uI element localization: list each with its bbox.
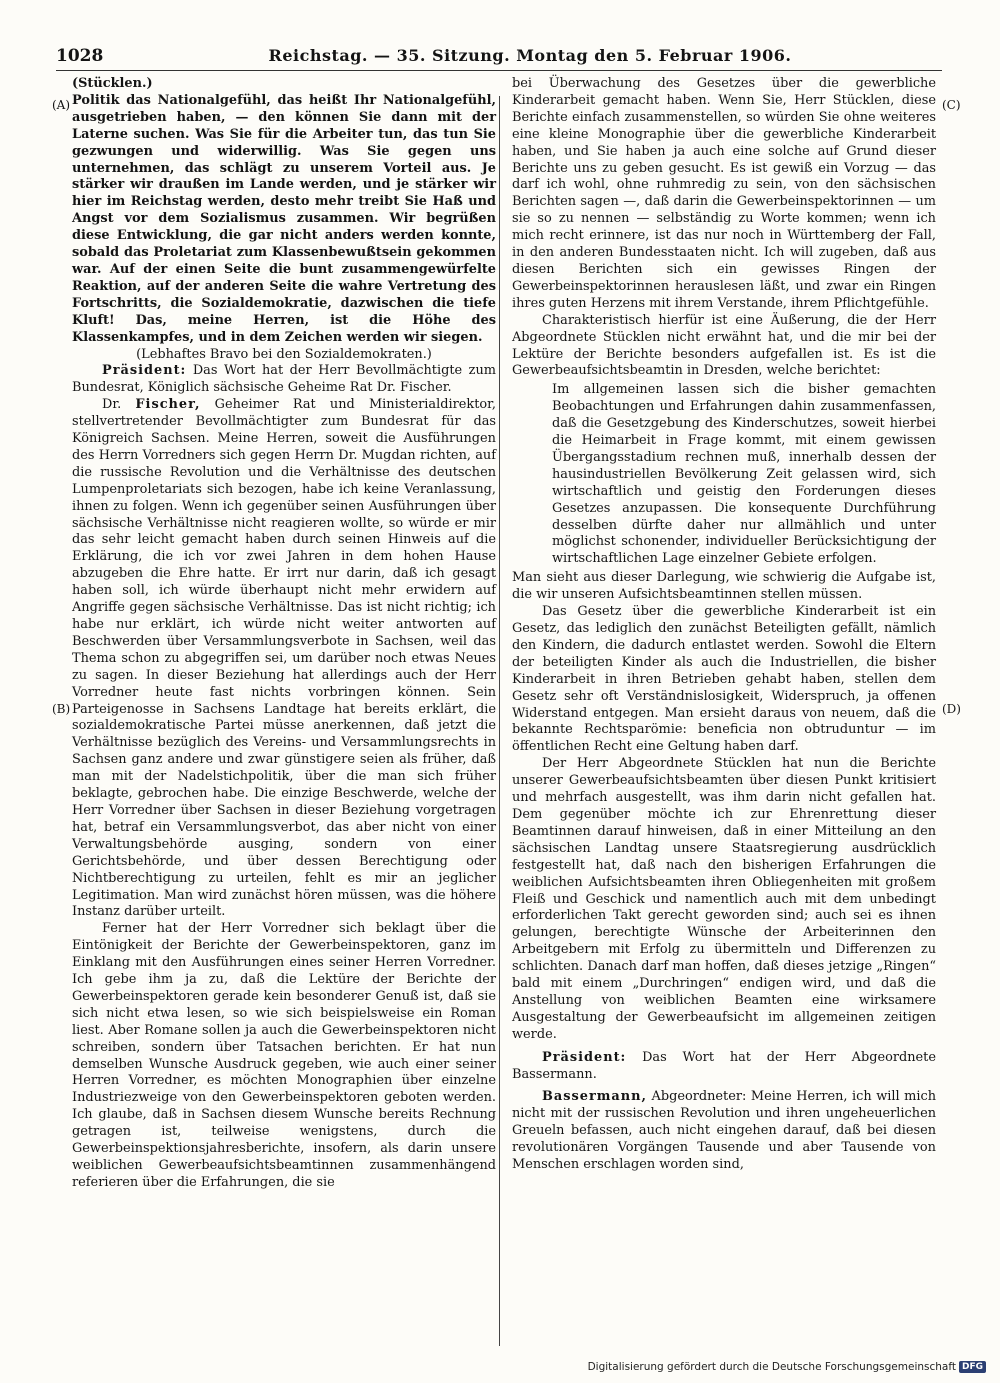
- margin-mark-b: (B): [52, 702, 71, 716]
- paragraph-text: Geheimer Rat und Ministerialdirektor, stellvertretender Bevollmächtigter zum Bundesrat für das Königreich Sachsen. Meine Herren, soweit die Ausführungen des Herrn Vorredners sich gegen Herrn Dr. Mugdan richten, auf die russische Revolution und die Verhältnisse des deutschen Lumpenproletariats sich bezogen, habe ich keine Veranlassung, ihnen zu folgen. Wenn ich gegenüber seinen Ausführungen über sächsische Verhältnisse nicht reagieren wollte, so würde er mir das sehr leicht gemacht haben durch seinen Hinweis auf die Erklärung, die ich vor zwei Jahren in dem hohen Hause abzugeben die Ehre hatte. Er irrt nur darin, daß ich gesagt haben soll, ich würde überhaupt nicht mehr erwidern auf Angriffe gegen sächsische Verhältnisse. Das ist nicht richtig; ich habe nur erklärt, ich würde nicht weiter antworten auf Beschwerden über Versammlungsverbote in Sachsen, weil das Thema schon zu abgegriffen sei, um darüber noch etwas Neues zu sagen. In dieser Beziehung hat allerdings auch der Herr Vorredner heute fast nichts vorbringen können. Sein Parteigenosse in Sachsens Landtage hat bereits erklärt, die sozialdemokratische Partei müsse anerkennen, daß jetzt die Verhältnisse bezüglich des Vereins- und Versammlungsrechts in Sachsen ganz andere und zwar günstigere seien als früher, daß man mit der Nadelstichpolitik, über die man sich früher beklagte, gebrochen habe. Die einzige Beschwerde, welche der Herr Vorredner über Sachsen in dieser Beziehung vorgetragen hat, betraf ein Versammlungsverbot, das aber nicht von einer Verwaltungsbehörde ausging, sondern von einer Gerichtsbehörde, und über dessen Berechtigung oder Nichtberechtigung zu urteilen, fehlt es mir an jeglicher Legitimation. Man wird zunächst hören müssen, was die höhere Instanz darüber urteilt.: [72, 397, 496, 920]
- paragraph-text: Abgeordneter: Meine Herren, ich will mich nicht mit der russischen Revolution und ihren ungeheuerlichen Greueln befassen, auch nicht eingehen darauf, daß bei diesen revolutionären Vorgängen Tausende und aber Tausende von Menschen erschlagen worden sind,: [512, 1089, 936, 1173]
- header-rule: [56, 70, 942, 71]
- paragraph: Man sieht aus dieser Darlegung, wie schwierig die Aufgabe ist, die wir unseren Aufsichtsbeamtinnen stellen müssen.: [512, 570, 936, 603]
- paragraph: Politik das Nationalgefühl, das heißt Ihr Nationalgefühl, ausgetrieben haben, — den können Sie dann mit der Laterne suchen. Was Sie für die Arbeiter tun, das tun Sie gezwungen und widerwillig. Was Sie gegen uns unternehmen, das schlägt zu unserem Vorteil aus. Je stärker wir draußen im Lande werden, und je stärker wir hier im Reichstag werden, desto mehr treibt Sie Haß und Angst vor dem Sozialismus zusammen. Wir begrüßen diese Entwicklung, die gar nicht anders werden konnte, sobald das Proletariat zum Klassenbewußtsein gekommen war. Auf der einen Seite die bunt zusammengewürfelte Reaktion, auf der anderen Seite die wahre Vertretung des Fortschritts, die Sozialdemokratie, dazwischen die tiefe Kluft! Das, meine Herren, ist die Höhe des Klassenkampfes, und in dem Zeichen werden wir siegen.: [72, 92, 496, 345]
- speaker-label: Präsident:: [102, 363, 187, 379]
- paragraph: bei Überwachung des Gesetzes über die gewerbliche Kinderarbeit gemacht haben. Wenn Sie, Herr Stücklen, diese Berichte einfach zusammenstellen, so würden Sie ohne weiteres eine kleine Monographie über die gewerbliche Kinderarbeit haben, und Sie haben ja auch eine solche auf Grund dieser Berichte uns zu geben gesucht. Es ist gewiß ein Vorzug — das darf ich wohl, ohne ruhmredig zu sein, von den sächsischen Berichten sagen —, daß darin die Gewerbeinspektorinnen — um sie so zu nennen — selbständig zu Worte kommen; wenn ich mich recht erinnere, ist das nur noch in Württemberg der Fall, in den anderen Bundesstaaten nicht. Ich will zugeben, daß aus diesen Berichten sich ein gewisses Ringen der Gewerbeinspektorinnen herauslesen läßt, und zwar ein Ringen ihres guten Herzens mit ihrem Verstande, ihrem Pflichtgefühle.: [512, 76, 936, 311]
- applause-note: (Lebhaftes Bravo bei den Sozialdemokraten.): [136, 346, 432, 362]
- margin-mark-c: (C): [942, 98, 961, 112]
- paragraph: [72, 397, 496, 921]
- paragraph: [512, 1050, 936, 1084]
- speaker-label: Präsident:: [542, 1049, 627, 1065]
- speaker-prefix: Dr.: [102, 397, 136, 413]
- paragraph-text: Das Wort hat der Herr Bevollmächtigte zum Bundesrat, Königlich sächsische Geheime Rat Dr. Fischer.: [72, 363, 496, 396]
- footer-credit: [588, 1361, 986, 1373]
- column-divider: [499, 96, 500, 1346]
- speaker-name: Fischer,: [135, 397, 201, 413]
- paragraph: Das Gesetz über die gewerbliche Kinderarbeit ist ein Gesetz, das lediglich den zunächst Beteiligten gefällt, nämlich den Kindern, die dadurch entlastet werden. Sowohl die Eltern der beteiligten Kinder als auch die Industriellen, die bisher Kinderarbeit in ihren Betrieben gehabt haben, stellen dem Gesetz sehr oft Verständnislosigkeit, Widerspruch, ja offenen Widerstand entgegen. Man ersieht daraus von neuem, daß die bekannte Rechtsparömie: beneficia non obtruduntur — im öffentlichen Recht eine Geltung haben darf.: [512, 604, 936, 755]
- speaker-name: Bassermann,: [542, 1089, 647, 1105]
- dfg-logo: DFG: [959, 1361, 986, 1373]
- right-column: [512, 76, 936, 1174]
- paragraph: Ferner hat der Herr Vorredner sich beklagt über die Eintönigkeit der Berichte der Gewerbeinspektoren, ganz im Einklang mit den Ausführungen eines seiner Herren Vorredner. Ich gebe ihm ja zu, daß die Lektüre der Berichte der Gewerbeinspektoren gerade kein besonderer Genuß ist, daß sie sich nicht etwa lesen, so wie sich beispielsweise ein Roman liest. Aber Romane sollen ja auch die Gewerbeinspektoren nicht schreiben, sondern über Tatsachen berichten. Er hat nun demselben Wunsche Ausdruck gegeben, wie auch einer seiner Herren Vorredner, es möchten Monographien über einzelne Industriezweige von den Gewerbeinspektoren geboten werden. Ich glaube, daß in Sachsen diesem Wunsche bereits Rechnung getragen ist, teilweise wenigstens, durch die Gewerbeinspektionsjahresberichte, insofern, als darin unsere weiblichen Gewerbeaufsichtsbeamtinnen zusammenhängend referieren über die Erfahrungen, die sie: [72, 921, 496, 1190]
- running-head: Reichstag. — 35. Sitzung. Montag den 5. Februar 1906.: [268, 46, 792, 65]
- margin-mark-d: (D): [942, 702, 961, 716]
- margin-mark-a: (A): [52, 98, 71, 112]
- paragraph-text: Das Wort hat der Herr Abgeordnete Bassermann.: [512, 1049, 936, 1082]
- page-number: 1028: [56, 46, 104, 66]
- speaker-continuation-tag: (Stücklen.): [72, 76, 153, 91]
- paragraph: [72, 363, 496, 397]
- block-quote: Im allgemeinen lassen sich die bisher gemachten Beobachtungen und Erfahrungen dahin zusammenfassen, daß die Gesetzgebung des Kinderschutzes, soweit hierbei die Heimarbeit in Frage kommt, mit einem gewissen Übergangsstadium rechnen muß, innerhalb dessen der hausindustriellen Bevölkerung Zeit gelassen wird, sich wirtschaftlich und geistig den Forderungen dieses Gesetzes anzupassen. Die konsequente Durchführung desselben dürfte daher nur allmählich und unter möglichst schonender, individueller Berücksichtigung der wirtschaftlichen Lage einzelner Gebiete erfolgen.: [552, 382, 936, 567]
- paragraph: Der Herr Abgeordnete Stücklen hat nun die Berichte unserer Gewerbeaufsichtsbeamten über diesen Punkt kritisiert und mehrfach ausgestellt, was ihm darin nicht gefallen hat. Dem gegenüber möchte ich zur Ehrenrettung dieser Beamtinnen darauf hinweisen, daß in einer Mitteilung an den sächsischen Landtag unsere Staatsregierung ausdrücklich festgestellt hat, daß nach den bisherigen Erfahrungen die weiblichen Aufsichtsbeamten ihren Obliegenheiten mit großem Fleiß und Geschick und namentlich auch mit dem unbedingt erforderlichen Takt gerecht geworden sind; auch sei es ihnen gelungen, berechtigte Wünsche der Arbeiterinnen den Arbeitgebern mit Erfolg zu übermitteln und Differenzen zu schlichten. Danach darf man hoffen, daß dieses jetzige „Ringen“ bald mit einem „Durchringen“ endigen wird, und daß die Anstellung von weiblichen Beamten eine wirksamere Ausgestaltung der Gewerbeaufsicht im allgemeinen zeitigen werde.: [512, 756, 936, 1042]
- footer-text: Digitalisierung gefördert durch die Deutsche Forschungsgemeinschaft: [587, 1361, 956, 1373]
- left-column: [72, 76, 496, 1192]
- paragraph: Charakteristisch hierfür ist eine Äußerung, die der Herr Abgeordnete Stücklen nicht erwähnt hat, und die mir bei der Lektüre der Berichte besonders aufgefallen ist. Es ist die Gewerbeaufsichtsbeamtin in Dresden, welche berichtet:: [512, 312, 936, 379]
- paragraph: [512, 1089, 936, 1174]
